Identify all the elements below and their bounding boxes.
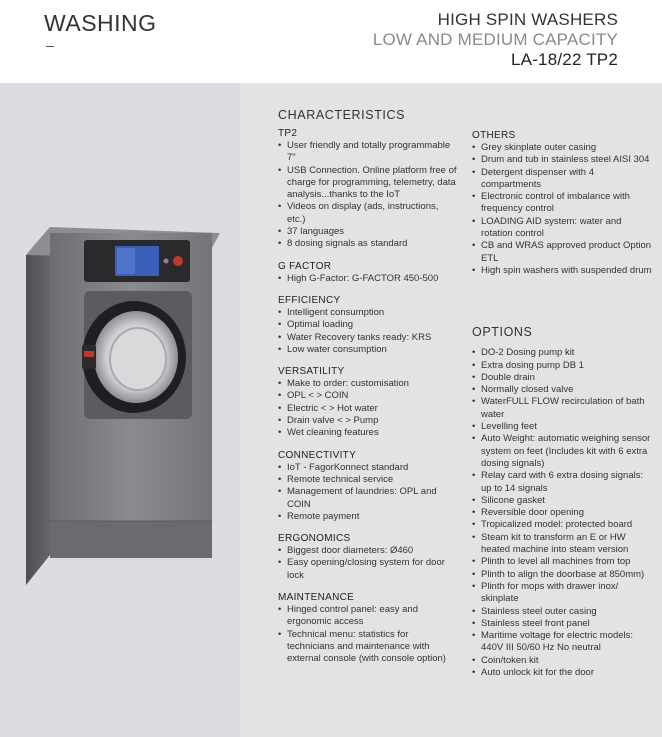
- group-maintenance: [278, 592, 458, 665]
- page-header: [0, 0, 662, 83]
- list-item: • Remote technical service: [278, 474, 458, 486]
- list-item: • Hinged control panel: easy and ergonomic access: [278, 604, 458, 629]
- list-item: • DO-2 Dosing pump kit: [472, 347, 652, 359]
- list-item: • OPL < > COIN: [278, 390, 458, 402]
- product-title-line1: HIGH SPIN WASHERS: [437, 10, 618, 29]
- list-item: • Water Recovery tanks ready: KRS: [278, 332, 458, 344]
- characteristics-column: [278, 108, 458, 676]
- list-item: • High spin washers with suspended drum: [472, 265, 652, 277]
- list-item: • Management of laundries: OPL and COIN: [278, 486, 458, 511]
- list-item: • Intelligent consumption: [278, 307, 458, 319]
- list-item: • Normally closed valve: [472, 384, 652, 396]
- group-title: CONNECTIVITY: [278, 449, 357, 461]
- group-efficiency: [278, 295, 458, 356]
- list-item: • Make to order: customisation: [278, 378, 458, 390]
- list-item: • Stainless steel front panel: [472, 618, 652, 630]
- list-item: • Steam kit to transform an E or HW heated machine into steam version: [472, 532, 652, 557]
- list-item: • Videos on display (ads, instructions, etc.): [278, 201, 458, 226]
- machine-side: [26, 227, 50, 585]
- group-title: ERGONOMICS: [278, 533, 351, 545]
- list-item: • Extra dosing pump DB 1: [472, 360, 652, 372]
- options-heading: OPTIONS: [472, 325, 533, 340]
- list-item: • WaterFULL FLOW recirculation of bath water: [472, 396, 652, 421]
- group-title: VERSATILITY: [278, 366, 345, 378]
- list-item: • Tropicalized model: protected board: [472, 519, 652, 531]
- list-item: • Plinth to align the doorbase at 850mm): [472, 569, 652, 581]
- group-versatility: [278, 366, 458, 439]
- list-item: • Reversible door opening: [472, 507, 652, 519]
- group-title: TP2: [278, 128, 298, 139]
- list-item: • Drain valve < > Pump: [278, 415, 458, 427]
- list-item: • Grey skinplate outer casing: [472, 142, 652, 154]
- list-item: • Electric < > Hot water: [278, 403, 458, 415]
- list-item: • Low water consumption: [278, 344, 458, 356]
- list-item: • LOADING AID system: water and rotation control: [472, 216, 652, 241]
- group-tp2: [278, 128, 458, 251]
- characteristics-heading: CHARACTERISTICS: [278, 108, 406, 122]
- section-title: WASHING: [44, 10, 157, 36]
- list-item: • User friendly and totally programmable 7": [278, 140, 458, 165]
- list-item: • USB Connection. Online platform free of charge for programming, telemetry, data analysis...thanks to the IoT: [278, 165, 458, 202]
- options-list: [472, 347, 652, 679]
- list-item: • Biggest door diameters: Ø460: [278, 545, 458, 557]
- product-model: LA-18/22 TP2: [511, 50, 618, 69]
- list-item: • Coin/token kit: [472, 655, 652, 667]
- group-title: MAINTENANCE: [278, 592, 355, 604]
- product-title-block: [373, 10, 618, 70]
- list-item: • Relay card with 6 extra dosing signals: up to 14 signals: [472, 470, 652, 495]
- section-dash: [46, 46, 54, 47]
- group-ergonomics: [278, 533, 458, 582]
- door-handle-badge: [84, 351, 94, 357]
- list-item: • Levelling feet: [472, 421, 652, 433]
- group-others: [472, 130, 652, 277]
- group-title: EFFICIENCY: [278, 294, 341, 306]
- list-item: • 8 dosing signals as standard: [278, 238, 458, 250]
- list-item: • Detergent dispenser with 4 compartments: [472, 167, 652, 192]
- list-item: • Plinth to level all machines from top: [472, 556, 652, 568]
- group-title: OTHERS: [472, 130, 516, 141]
- others-options-column: [472, 130, 652, 679]
- list-item: • 37 languages: [278, 226, 458, 238]
- list-item: • Easy opening/closing system for door lock: [278, 557, 458, 582]
- group-connectivity: [278, 450, 458, 523]
- list-item: • Remote payment: [278, 511, 458, 523]
- list-item: • Auto Weight: automatic weighing sensor system on feet (Includes kit with 6 extra dosing signals): [472, 433, 652, 470]
- list-item: • Double drain: [472, 372, 652, 384]
- start-button: [173, 256, 183, 266]
- list-item: • Plinth for mops with drawer inox/ skinplate: [472, 581, 652, 606]
- display-glare: [117, 248, 135, 274]
- list-item: • Drum and tub in stainless steel AISI 304: [472, 154, 652, 166]
- list-item: • Electronic control of imbalance with frequency control: [472, 191, 652, 216]
- list-item: • IoT - FagorKonnect standard: [278, 462, 458, 474]
- list-item: • Stainless steel outer casing: [472, 606, 652, 618]
- list-item: • Maritime voltage for electric models: 440V III 50/60 Hz No neutral: [472, 630, 652, 655]
- list-item: • High G-Factor: G-FACTOR 450-500: [278, 273, 458, 285]
- drum-inner: [110, 328, 166, 390]
- list-item: • Auto unlock kit for the door: [472, 667, 652, 679]
- product-title-line2: LOW AND MEDIUM CAPACITY: [372, 30, 618, 49]
- list-item: • Silicone gasket: [472, 495, 652, 507]
- machine-plinth: [50, 521, 212, 558]
- group-g-factor: [278, 261, 458, 285]
- list-item: • Optimal loading: [278, 319, 458, 331]
- panel-knob: [164, 259, 169, 264]
- list-item: • Wet cleaning features: [278, 427, 458, 439]
- list-item: • CB and WRAS approved product Option ETL: [472, 240, 652, 265]
- washing-machine-image: [8, 225, 240, 597]
- list-item: • Technical menu: statistics for technicians and maintenance with external console (with console option): [278, 629, 458, 666]
- group-title: G FACTOR: [278, 260, 332, 272]
